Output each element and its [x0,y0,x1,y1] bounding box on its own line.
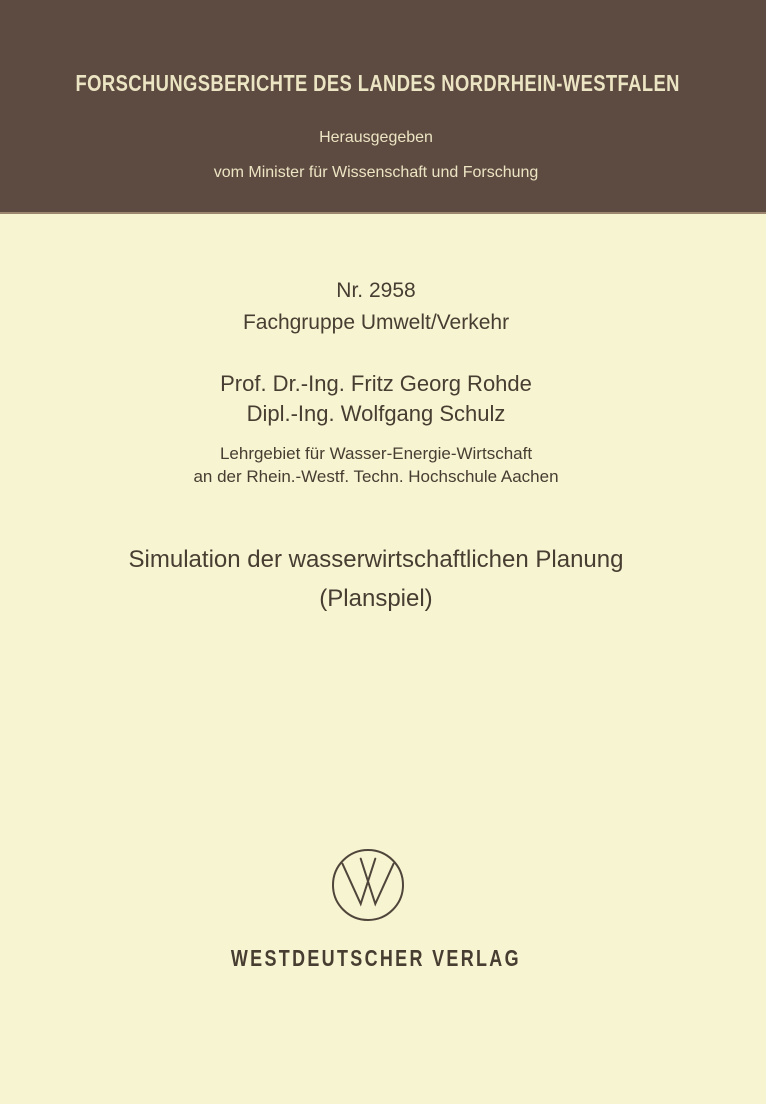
publisher-name-text: WESTDEUTSCHER VERLAG [230,945,521,971]
editor-line: vom Minister für Wissenschaft und Forschung [213,164,539,181]
publisher-name [0,945,752,972]
edited-by-label: Herausgegeben [319,129,433,146]
author-1: Prof. Dr.-Ing. Fritz Georg Rohde [220,371,532,396]
logo-v-stroke-left [343,859,376,904]
affiliation-line-2: an der Rhein.-Westf. Techn. Hochschule Aachen [193,467,559,486]
book-title-line-2: (Planspiel) [319,585,433,612]
author-2: Dipl.-Ing. Wolfgang Schulz [246,401,506,426]
header-band [0,0,766,214]
subject-group: Fachgruppe Umwelt/Verkehr [242,311,510,334]
affiliation-line-1: Lehrgebiet für Wasser-Energie-Wirtschaft [219,444,533,463]
publisher-logo-w-monogram-icon [330,847,406,923]
book-title-line-1: Simulation der wasserwirtschaftlichen Planung [128,546,624,573]
report-number: Nr. 2958 [336,279,416,302]
series-title-text: FORSCHUNGSBERICHTE DES LANDES NORDRHEIN-WESTFALEN [75,70,680,96]
logo-circle [333,850,403,920]
series-title [0,70,752,97]
logo-v-stroke-right [361,859,394,904]
